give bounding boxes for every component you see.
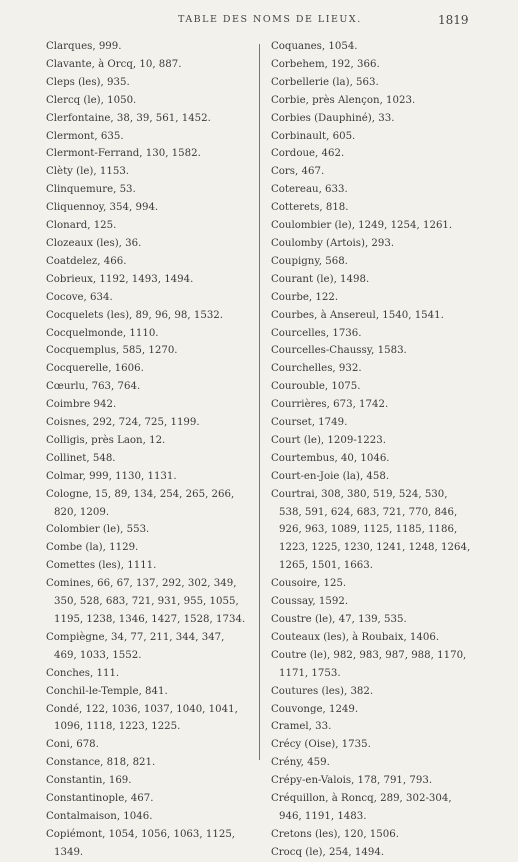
entry-continuation-line: 469, 1033, 1552.	[54, 649, 142, 661]
index-entry	[271, 593, 511, 611]
entry-line: Coulomby (Artois), 293.	[271, 237, 395, 249]
index-entry	[271, 736, 511, 754]
index-entry	[271, 307, 511, 325]
entry-line: Clermont-Ferrand, 130, 1582.	[46, 148, 201, 160]
index-entry	[271, 611, 511, 629]
index-entry	[46, 307, 254, 325]
page-number: 1819	[438, 13, 469, 27]
entry-line: Corbinault, 605.	[271, 130, 356, 142]
index-entry	[271, 289, 511, 307]
index-entry	[271, 450, 511, 468]
entry-line: Cocquelets (les), 89, 96, 98, 1532.	[46, 309, 224, 321]
page-header	[0, 12, 518, 32]
entry-continuation-line: 926, 963, 1089, 1125, 1185, 1186,	[279, 524, 458, 536]
index-entry	[271, 575, 511, 593]
entry-line: Corbies (Dauphiné), 33.	[271, 112, 395, 124]
entry-line: Clonard, 125.	[46, 220, 117, 232]
index-entry	[46, 665, 254, 683]
entry-continuation-line: 350, 528, 683, 721, 931, 955, 1055,	[54, 596, 239, 608]
column-divider	[259, 44, 260, 760]
entry-line: Cramel, 33.	[271, 721, 332, 733]
entry-line: Compiègne, 34, 77, 211, 344, 347,	[46, 631, 225, 643]
entry-line: Couteaux (les), à Roubaix, 1406.	[271, 631, 440, 643]
index-entry	[46, 342, 254, 360]
index-entry	[271, 253, 511, 271]
entry-continuation-line: 538, 591, 624, 683, 721, 770, 846,	[279, 506, 458, 518]
index-entry	[46, 575, 254, 629]
entry-line: Comettes (les), 1111.	[46, 560, 157, 572]
entry-line: Court-en-Joie (la), 458.	[271, 470, 390, 482]
index-entry	[271, 342, 511, 360]
entry-line: Clermont, 635.	[46, 130, 124, 142]
index-entry	[271, 110, 511, 128]
entry-line: Cotereau, 633.	[271, 184, 348, 196]
index-entry	[271, 772, 511, 790]
index-entry	[46, 808, 254, 826]
index-entry	[46, 790, 254, 808]
entry-line: Courbes, à Ansereul, 1540, 1541.	[271, 309, 444, 321]
entry-line: Couvonge, 1249.	[271, 703, 359, 715]
entry-line: Comines, 66, 67, 137, 292, 302, 349,	[46, 578, 237, 590]
right-column	[271, 38, 511, 862]
index-entry	[46, 74, 254, 92]
index-entry	[46, 92, 254, 110]
entry-line: Clerfontaine, 38, 39, 561, 1452.	[46, 112, 211, 124]
entry-line: Courtrai, 308, 380, 519, 524, 530,	[271, 488, 448, 500]
entry-line: Coutre (le), 982, 983, 987, 988, 1170,	[271, 649, 467, 661]
entry-line: Coupigny, 568.	[271, 255, 348, 267]
index-entry	[46, 217, 254, 235]
entry-line: Constantin, 169.	[46, 775, 132, 787]
entry-line: Copiémont, 1054, 1056, 1063, 1125,	[46, 828, 236, 840]
entry-continuation-line: 946, 1191, 1483.	[279, 810, 367, 822]
entry-line: Coquanes, 1054.	[271, 41, 358, 52]
index-entry	[46, 235, 254, 253]
entry-line: Courcelles-Chaussy, 1583.	[271, 345, 407, 357]
entry-line: Courbe, 122.	[271, 291, 339, 303]
entry-line: Cretons (les), 120, 1506.	[271, 828, 399, 840]
index-entry	[271, 181, 511, 199]
entry-line: Courant (le), 1498.	[271, 273, 370, 285]
entry-line: Cocquemplus, 585, 1270.	[46, 345, 178, 357]
index-entry	[46, 360, 254, 378]
entry-line: Colligis, près Laon, 12.	[46, 434, 166, 446]
index-entry	[46, 736, 254, 754]
entry-line: Clarques, 999.	[46, 41, 122, 52]
entry-line: Constantinople, 467.	[46, 793, 154, 805]
entry-line: Crocq (le), 254, 1494.	[271, 846, 385, 858]
index-entry	[46, 557, 254, 575]
entry-line: Corbehem, 192, 366.	[271, 58, 380, 70]
entry-line: Court (le), 1209-1223.	[271, 434, 386, 446]
entry-continuation-line: 1265, 1501, 1663.	[279, 560, 373, 572]
index-entry	[46, 468, 254, 486]
entry-continuation-line: 820, 1209.	[54, 506, 110, 518]
index-entry	[271, 754, 511, 772]
index-entry	[46, 539, 254, 557]
index-entry	[46, 163, 254, 181]
index-entry	[271, 92, 511, 110]
entry-line: Cousoire, 125.	[271, 578, 347, 590]
index-entry	[46, 38, 254, 56]
entry-line: Clèty (le), 1153.	[46, 166, 130, 178]
index-entry	[46, 629, 254, 665]
index-entry	[271, 718, 511, 736]
entry-line: Cologne, 15, 89, 134, 254, 265, 266,	[46, 488, 235, 500]
entry-line: Courchelles, 932.	[271, 363, 362, 375]
index-entry	[46, 414, 254, 432]
entry-line: Coustre (le), 47, 139, 535.	[271, 614, 407, 625]
entry-line: Cocove, 634.	[46, 291, 113, 303]
entry-line: Cleps (les), 935.	[46, 76, 130, 88]
entry-line: Colmar, 999, 1130, 1131.	[46, 470, 177, 482]
index-entry	[46, 325, 254, 343]
index-entry	[271, 486, 511, 576]
running-title: TABLE DES NOMS DE LIEUX.	[178, 14, 362, 25]
index-entry	[271, 790, 511, 826]
entry-line: Courouble, 1075.	[271, 381, 361, 393]
index-entry	[46, 701, 254, 737]
entry-line: Cors, 467.	[271, 166, 325, 178]
index-entry	[271, 325, 511, 343]
entry-line: Conches, 111.	[46, 667, 120, 679]
index-entry	[271, 844, 511, 862]
index-entry	[46, 486, 254, 522]
index-entry	[271, 629, 511, 647]
index-entry	[46, 521, 254, 539]
entry-continuation-line: 1171, 1753.	[279, 667, 341, 679]
index-entry	[271, 826, 511, 844]
entry-continuation-line: 1096, 1118, 1223, 1225.	[54, 721, 181, 733]
index-entry	[271, 199, 511, 217]
index-entry	[46, 432, 254, 450]
index-entry	[271, 647, 511, 683]
index-entry	[46, 110, 254, 128]
entry-line: Créquillon, à Roncq, 289, 302-304,	[271, 793, 452, 805]
index-entry	[46, 181, 254, 199]
entry-line: Courtembus, 40, 1046.	[271, 452, 390, 464]
entry-line: Courcelles, 1736.	[271, 327, 362, 339]
index-entry	[271, 163, 511, 181]
entry-line: Cocquerelle, 1606.	[46, 363, 144, 375]
index-entry	[271, 38, 511, 56]
index-entry	[271, 235, 511, 253]
entry-line: Courrières, 673, 1742.	[271, 399, 389, 411]
entry-line: Coutures (les), 382.	[271, 685, 374, 697]
entry-line: Clavante, à Orcq, 10, 887.	[46, 58, 182, 70]
entry-line: Corbie, près Alençon, 1023.	[271, 94, 416, 106]
entry-line: Coulombier (le), 1249, 1254, 1261.	[271, 220, 453, 232]
index-entry	[46, 396, 254, 414]
entry-line: Coimbre 942.	[46, 399, 117, 411]
entry-line: Contalmaison, 1046.	[46, 810, 153, 822]
index-entry	[46, 56, 254, 74]
entry-line: Condé, 122, 1036, 1037, 1040, 1041,	[46, 703, 238, 715]
entry-line: Clercq (le), 1050.	[46, 94, 137, 106]
entry-line: Cœurlu, 763, 764.	[46, 381, 141, 393]
entry-line: Cliquennoy, 354, 994.	[46, 202, 159, 214]
index-entry	[46, 683, 254, 701]
index-entry	[46, 271, 254, 289]
index-entry	[46, 450, 254, 468]
index-entry	[271, 360, 511, 378]
entry-line: Coni, 678.	[46, 739, 99, 751]
entry-continuation-line: 1195, 1238, 1346, 1427, 1528, 1734.	[54, 614, 246, 625]
index-entry	[271, 217, 511, 235]
index-entry	[46, 253, 254, 271]
entry-continuation-line: 1349.	[54, 846, 84, 858]
entry-line: Cotterets, 818.	[271, 202, 349, 214]
index-entry	[271, 145, 511, 163]
index-entry	[46, 145, 254, 163]
index-entry	[271, 414, 511, 432]
entry-line: Cocquelmonde, 1110.	[46, 327, 159, 339]
index-entry	[271, 468, 511, 486]
entry-line: Cordoue, 462.	[271, 148, 345, 160]
entry-line: Crécy (Oise), 1735.	[271, 739, 371, 751]
entry-line: Combe (la), 1129.	[46, 542, 139, 554]
entry-line: Corbellerie (la), 563.	[271, 76, 379, 88]
index-entry	[271, 701, 511, 719]
index-entry	[46, 199, 254, 217]
index-entry	[46, 378, 254, 396]
entry-line: Clinquemure, 53.	[46, 184, 136, 196]
index-entry	[271, 396, 511, 414]
entry-line: Coussay, 1592.	[271, 596, 349, 608]
index-entry	[271, 271, 511, 289]
entry-line: Constance, 818, 821.	[46, 757, 156, 769]
entry-line: Clozeaux (les), 36.	[46, 237, 142, 249]
index-entry	[46, 128, 254, 146]
entry-continuation-line: 1223, 1225, 1230, 1241, 1248, 1264,	[279, 542, 471, 554]
index-entry	[46, 826, 254, 862]
index-entry	[46, 772, 254, 790]
index-entry	[271, 56, 511, 74]
entry-line: Courset, 1749.	[271, 417, 348, 429]
index-entry	[271, 432, 511, 450]
entry-line: Crény, 459.	[271, 757, 330, 769]
entry-line: Crépy-en-Valois, 178, 791, 793.	[271, 775, 433, 787]
entry-line: Coatdelez, 466.	[46, 255, 127, 267]
index-entry	[271, 378, 511, 396]
index-entry	[271, 128, 511, 146]
index-entry	[271, 683, 511, 701]
entry-line: Collinet, 548.	[46, 452, 116, 464]
left-column	[46, 38, 254, 862]
entry-line: Coisnes, 292, 724, 725, 1199.	[46, 417, 200, 429]
index-entry	[271, 74, 511, 92]
entry-line: Colombier (le), 553.	[46, 524, 150, 536]
index-entry	[46, 289, 254, 307]
entry-line: Cobrieux, 1192, 1493, 1494.	[46, 273, 194, 285]
entry-line: Conchil-le-Temple, 841.	[46, 685, 168, 697]
index-entry	[46, 754, 254, 772]
